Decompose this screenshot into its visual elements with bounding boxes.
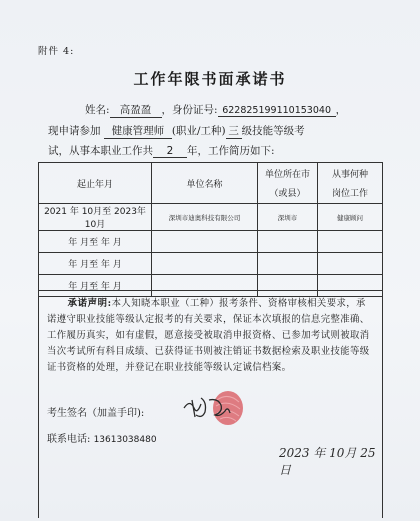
name-label: 姓名: <box>85 104 110 116</box>
id-value: 622825199110153040 <box>218 105 336 117</box>
row-period: 2021 年 10月至 2023年 10月 <box>39 204 152 231</box>
id-label: ，身份证号: <box>161 104 218 116</box>
header-location-line1: 单位所在市 <box>264 170 310 180</box>
phone-label: 联系电话: <box>47 434 91 445</box>
header-position <box>318 163 383 204</box>
identity-line <box>85 102 346 118</box>
signature-fingerprint-icon <box>179 386 259 430</box>
level-value: 三 <box>226 123 242 139</box>
application-line <box>48 123 305 139</box>
exam-tail: 试，从事本职业工作共 <box>48 145 153 157</box>
signature-label: 考生签名（加盖手印): <box>47 408 145 419</box>
row-city: 深圳市 <box>258 204 318 231</box>
declaration-box <box>38 290 383 518</box>
apply-label: 现申请参加 <box>48 125 101 137</box>
phone-value: 13613038480 <box>93 435 157 445</box>
row-position <box>318 231 383 253</box>
row-period: 年 月至 年 月 <box>39 253 152 275</box>
comma: ， <box>335 104 347 116</box>
signature-date: 2023 年 10月 25日 <box>279 446 376 477</box>
table-header-row <box>39 163 383 204</box>
header-position-line2: 岗位工作 <box>331 189 368 199</box>
document-title: 工作年限书面承诺书 <box>133 70 287 88</box>
row-city <box>258 231 318 253</box>
experience-line <box>48 143 275 158</box>
occupation-label: (职业/工种) <box>171 125 226 137</box>
phone-line <box>47 430 157 445</box>
work-history-table <box>38 162 383 297</box>
declaration-text <box>47 296 374 376</box>
declaration-heading: 承诺声明: <box>67 298 112 309</box>
row-period: 年 月至 年 月 <box>39 275 152 297</box>
years-label: 年，工作简历如下: <box>187 145 275 157</box>
attachment-label: 附件 4: <box>38 46 75 57</box>
row-position: 健康顾问 <box>318 204 383 231</box>
row-period: 年 月至 年 月 <box>39 231 152 253</box>
name-value: 高盈盈 <box>110 102 162 118</box>
table-row <box>39 253 383 275</box>
table-row <box>39 231 383 253</box>
row-company <box>152 253 258 275</box>
header-location <box>258 163 318 204</box>
header-location-line2: （或县） <box>269 189 306 199</box>
row-position <box>318 253 383 275</box>
row-city <box>258 253 318 275</box>
header-company: 单位名称 <box>152 163 258 204</box>
years-value: 2 <box>153 145 187 158</box>
level-label: 级技能等级考 <box>241 125 305 137</box>
declaration-body: 本人知晓本职业（工种）报考条件、资格审核相关要求，承诺遵守职业技能等级认定报考的有关要求，保证本次填报的信息完整准确、工作履历真实，如有虚假，愿意接受被取消申报资格、已参加考试则被取消当次考试所有科目成绩、已获得证书则被注销证书数据检索及职业技能等级证书资格的处理，并登记在职业技能等级认定诚信档案。 <box>47 298 370 373</box>
occupation-value: 健康管理师 <box>104 123 172 139</box>
table-row <box>39 204 383 231</box>
header-period: 起止年月 <box>39 163 152 204</box>
header-position-line1: 从事何种 <box>331 170 368 180</box>
row-company: 深圳市迪奥科技有限公司 <box>152 204 258 231</box>
row-company <box>152 231 258 253</box>
